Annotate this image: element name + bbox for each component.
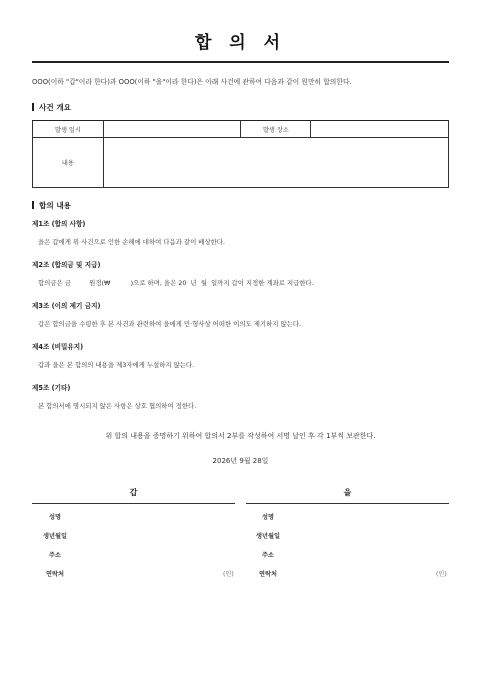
article-1-body: 을은 갑에게 위 사건으로 인한 손해에 대하여 다음과 같이 배상한다. (38, 238, 225, 246)
party-a-phone-label: 연락처 (46, 571, 64, 578)
article-5-body: 본 합의서에 명시되지 않은 사항은 상호 협의하여 정한다. (38, 402, 197, 410)
article-4-body: 갑과 을은 본 합의의 내용을 제3자에게 누설하지 않는다. (38, 361, 195, 369)
party-a-divider (32, 503, 235, 504)
party-a-address-label: 주소 (49, 552, 61, 559)
date-label: 발생 일시 (33, 121, 104, 138)
party-b-phone-label: 연락처 (259, 571, 277, 578)
place-value-cell[interactable] (311, 121, 449, 138)
article-1-title: 제1조 (합의 사항) (32, 220, 86, 228)
place-label: 발생 장소 (241, 121, 311, 138)
incident-overview-table (32, 120, 449, 188)
signing-date: 2026년 9월 28일 (212, 457, 269, 465)
party-b-seal-mark: (인) (436, 571, 447, 578)
party-a-name-label: 성명 (49, 514, 61, 521)
article-3-title: 제3조 (이의 제기 금지) (32, 302, 101, 310)
party-b-birth-label: 생년월일 (256, 533, 280, 540)
title-divider (32, 61, 449, 63)
content-label: 내용 (33, 138, 104, 188)
article-5-title: 제5조 (기타) (32, 384, 71, 392)
article-4-title: 제4조 (비밀유지) (32, 343, 84, 351)
closing-statement: 위 합의 내용을 증명하기 위하여 합의서 2부를 작성하여 서명 날인 후 각 1부씩 보관한다. (105, 432, 376, 440)
content-value-cell[interactable] (103, 138, 448, 188)
party-b-heading: 을 (343, 488, 352, 497)
article-2-body: 합의금은 금 원정(₩ )으로 하며, 을은 20 년 월 일까지 갑이 지정한 계좌로 지급한다. (38, 279, 314, 287)
overview-heading: 사건 개요 (32, 102, 71, 113)
party-a-heading: 갑 (129, 488, 138, 497)
party-b-divider (246, 503, 449, 504)
agreement-heading: 합의 내용 (32, 200, 71, 211)
party-b-name-label: 성명 (262, 514, 274, 521)
article-2-title: 제2조 (합의금 및 지급) (32, 261, 101, 269)
document-title: 합 의 서 (194, 33, 287, 53)
party-a-seal-mark: (인) (223, 571, 234, 578)
intro-paragraph: OOO(이하 "갑"이라 한다)과 OOO(이하 "을"이라 한다)은 아래 사건에 관하여 다음과 같이 원만히 합의한다. (32, 78, 352, 86)
party-a-birth-label: 생년월일 (43, 533, 67, 540)
article-3-body: 갑은 합의금을 수령한 후 본 사건과 관련하여 을에게 민·형사상 어떠한 이의도 제기하지 않는다. (38, 320, 302, 328)
date-value-cell[interactable] (103, 121, 241, 138)
party-b-address-label: 주소 (262, 552, 274, 559)
